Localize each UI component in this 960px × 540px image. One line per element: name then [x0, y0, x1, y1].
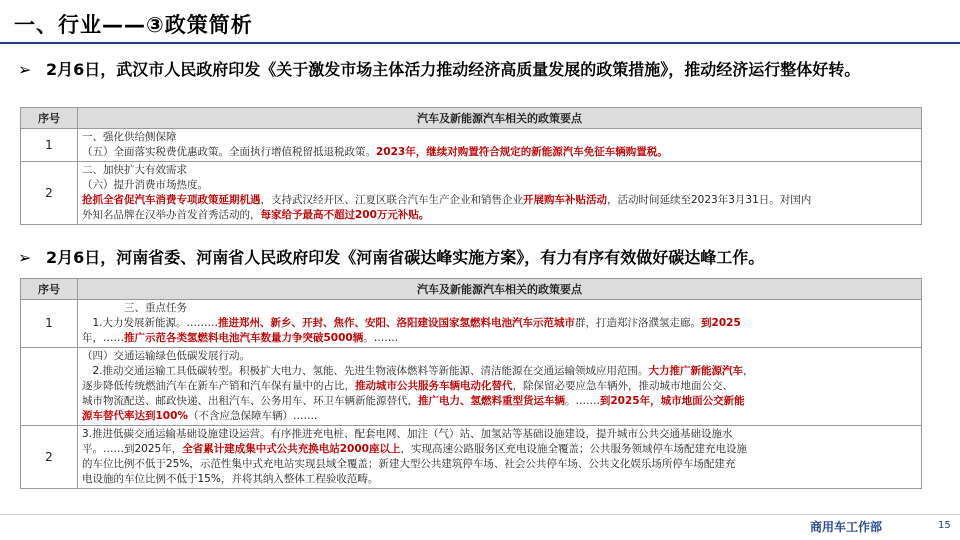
- policy-text: ，: [743, 365, 754, 377]
- bullet-wuhan: [18, 58, 928, 81]
- policy-text: 3.推进低碳交通运输基础设施建设运营。有序推进充电桩、配套电网、加注（气）站、加氢站等基础设施建设，提升城市公共交通基础设施水: [82, 428, 733, 440]
- table-row: [21, 162, 922, 225]
- policy-text: 的车位比例不低于25%，示范性集中式充电站实现县域全覆盖；新建大型公共建筑停车场、社会公共停车场、公共文化娱乐场所停车场配建充: [82, 458, 736, 470]
- row-policy-content: [78, 129, 922, 162]
- highlighted-text: 源车替代率达到100%: [82, 410, 188, 422]
- policy-text: ，活动时间延续至2023年3月31日。对国内: [607, 194, 812, 206]
- highlighted-text: 大力推广新能源汽车: [648, 365, 744, 377]
- arrow-bullet-icon: ➢: [18, 60, 32, 79]
- policy-line: [82, 178, 917, 193]
- policy-table-wuhan: [20, 107, 922, 225]
- policy-text: ，除保留必要应急车辆外，推动城市地面公交、: [512, 380, 733, 392]
- highlighted-text: 推广示范各类氢燃料电池汽车数量力争突破5000辆: [124, 332, 364, 344]
- policy-text: 一、强化供给侧保障: [82, 131, 177, 143]
- policy-line: [82, 442, 917, 457]
- header-policy: 汽车及新能源汽车相关的政策要点: [78, 279, 922, 300]
- title-bar: [0, 0, 960, 44]
- row-policy-content: [78, 162, 922, 225]
- footer-department: 商用车工作部: [810, 520, 883, 534]
- row-index: 1: [21, 129, 78, 162]
- highlighted-text: 到2025年，城市地面公交新能: [599, 395, 745, 407]
- highlighted-text: 推动城市公共服务车辆电动化替代: [355, 380, 513, 392]
- policy-line: [82, 316, 917, 331]
- highlighted-text: 推广电力、氢燃料重型货运车辆: [418, 395, 565, 407]
- title-underline: [0, 42, 960, 44]
- policy-text: 。…….: [565, 395, 600, 407]
- policy-line: [82, 331, 917, 346]
- policy-text: （不含应急保障车辆）…….: [187, 410, 318, 422]
- highlighted-text: 2023年，继续对购置符合规定的新能源汽车免征车辆购置税。: [376, 146, 668, 158]
- highlighted-text: 到2025: [701, 317, 741, 329]
- policy-text: （六）提升消费市场热度。: [82, 179, 208, 191]
- bullet-henan: [18, 246, 928, 269]
- policy-text: 2.推动交通运输工具低碳转型。积极扩大电力、氢能、先进生物液体燃料等新能源、清洁能源在交通运输领域应用范围。: [82, 365, 649, 377]
- bullet-henan-text: 2月6日，河南省委、河南省人民政府印发《河南省碳达峰实施方案》，有力有序有效做好碳达峰工作。: [46, 248, 765, 267]
- policy-text: 三、重点任务: [82, 302, 187, 314]
- policy-text: 城市物流配送、邮政快递、出租汽车、公务用车、环卫车辆新能源替代，: [82, 395, 418, 407]
- row-policy-content: [78, 348, 922, 426]
- policy-line: [82, 409, 917, 424]
- policy-line: [82, 301, 917, 316]
- policy-text: ，实现高速公路服务区充电设施全覆盖；公共服务领域停车场配建充电设施: [400, 443, 747, 455]
- table-row: [21, 129, 922, 162]
- policy-line: [82, 193, 917, 208]
- page-number: 15: [938, 520, 951, 531]
- header-index: 序号: [21, 279, 78, 300]
- policy-line: [82, 457, 917, 472]
- policy-line: [82, 427, 917, 442]
- row-index: 2: [21, 162, 78, 225]
- policy-line: [82, 208, 917, 223]
- policy-text: 1.大力发展新能源。………: [82, 317, 219, 329]
- row-index: 1: [21, 300, 78, 348]
- table-header-row: [21, 108, 922, 129]
- policy-text: 逐步降低传统燃油汽车在新车产销和汽车保有量中的占比，: [82, 380, 355, 392]
- policy-text: 外知名品牌在汉举办首发首秀活动的，: [82, 209, 261, 221]
- policy-text: 群，打造郑汴洛濮氢走廊。: [575, 317, 702, 329]
- highlighted-text: 全省累计建成集中式公共充换电站2000座以上: [182, 443, 401, 455]
- table-row: [21, 300, 922, 348]
- policy-table-henan: [20, 278, 922, 489]
- row-index: 2: [21, 426, 78, 489]
- policy-text: 。…….: [363, 332, 399, 344]
- highlighted-text: 推进郑州、新乡、开封、焦作、安阳、洛阳建设国家氢燃料电池汽车示范城市: [218, 317, 576, 329]
- policy-text: 平。……到2025年，: [82, 443, 183, 455]
- policy-text: 年，……: [82, 332, 124, 344]
- bullet-wuhan-text: 2月6日，武汉市人民政府印发《关于激发市场主体活力推动经济高质量发展的政策措施》，推动经济运行整体好转。: [46, 60, 861, 79]
- policy-line: [82, 364, 917, 379]
- policy-line: [82, 163, 917, 178]
- table-row: [21, 348, 922, 426]
- policy-text: （五）全面落实税费优惠政策。全面执行增值税留抵退税政策。: [82, 146, 376, 158]
- policy-text: 二、加快扩大有效需求: [82, 164, 187, 176]
- policy-line: [82, 349, 917, 364]
- page-title: 一、行业——③政策简析: [14, 13, 253, 37]
- highlighted-text: 抢抓全省促汽车消费专项政策延期机遇: [82, 194, 261, 206]
- row-policy-content: [78, 426, 922, 489]
- highlighted-text: 每家给予最高不超过200万元补贴。: [260, 209, 430, 221]
- arrow-bullet-icon: ➢: [18, 248, 32, 267]
- table-header-row: [21, 279, 922, 300]
- highlighted-text: 开展购车补贴活动: [523, 194, 607, 206]
- header-index: 序号: [21, 108, 78, 129]
- policy-line: [82, 472, 917, 487]
- row-index: [21, 348, 78, 426]
- policy-line: [82, 379, 917, 394]
- policy-text: 电设施的车位比例不低于15%，并将其纳入整体工程验收范畴。: [82, 473, 379, 485]
- policy-line: [82, 394, 917, 409]
- policy-line: [82, 145, 917, 160]
- header-policy: 汽车及新能源汽车相关的政策要点: [78, 108, 922, 129]
- policy-line: [82, 130, 917, 145]
- footer-divider: [0, 514, 960, 515]
- table-row: [21, 426, 922, 489]
- policy-text: （四）交通运输绿色低碳发展行动。: [82, 350, 250, 362]
- row-policy-content: [78, 300, 922, 348]
- policy-text: ，支持武汉经开区、江夏区联合汽车生产企业和销售企业: [260, 194, 523, 206]
